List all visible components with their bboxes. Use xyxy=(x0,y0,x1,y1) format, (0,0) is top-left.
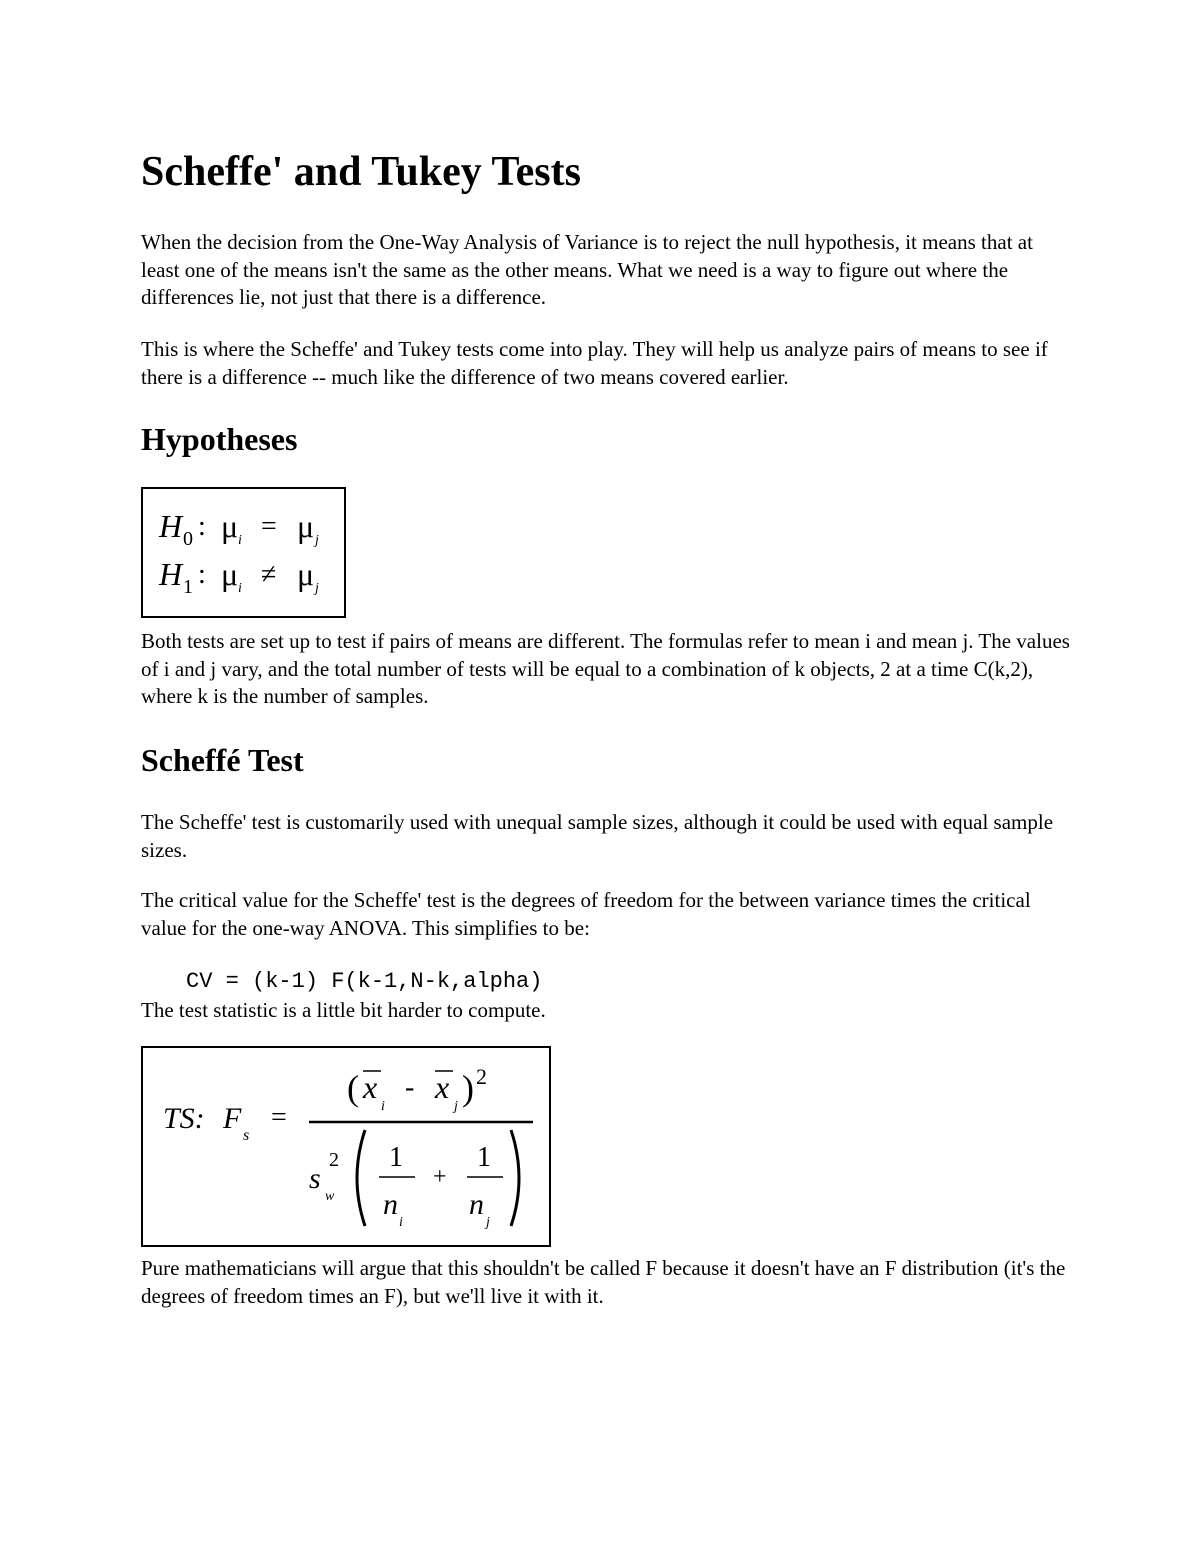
h1-colon: : xyxy=(198,559,206,590)
scheffe-paragraph-3: The test statistic is a little bit harder to compute. xyxy=(141,998,546,1022)
h1-index-i: i xyxy=(238,581,242,596)
xbar-i-subscript: i xyxy=(381,1099,385,1114)
h1-index-j: j xyxy=(315,581,319,596)
h1-mu-left: μ xyxy=(221,556,239,592)
h0-index-i: i xyxy=(238,533,242,548)
scheffe-paragraph-4: Pure mathematicians will argue that this shouldn't be called F because it doesn't have an F distribution (it's the degrees of freedom times an F), but we'll live it with it. xyxy=(141,1256,1066,1308)
ts-equals: = xyxy=(271,1102,287,1133)
numerator-close-paren: ) xyxy=(462,1068,474,1108)
hypotheses-formula xyxy=(143,489,344,616)
ts-stat-subscript: s xyxy=(243,1127,250,1144)
page-title: Scheffe' and Tukey Tests xyxy=(141,149,581,195)
fraction-j-subscript: j xyxy=(486,1215,490,1230)
ts-label: TS: xyxy=(163,1102,205,1135)
h0-symbol: H xyxy=(159,508,183,544)
fraction-j-n: n xyxy=(469,1188,484,1221)
denominator-s-subscript: w xyxy=(325,1189,335,1204)
test-statistic-formula xyxy=(143,1048,549,1245)
numerator-square: 2 xyxy=(476,1064,487,1089)
hypotheses-formula-box xyxy=(141,487,346,618)
denominator-s-square: 2 xyxy=(329,1149,339,1171)
scheffe-paragraph-2: The critical value for the Scheffe' test is the degrees of freedom for the between variance times the critical value for the one-way ANOVA. This simplifies to be: xyxy=(141,888,1031,940)
h0-mu-left: μ xyxy=(221,508,239,544)
fraction-i-subscript: i xyxy=(399,1215,403,1230)
numerator-minus: - xyxy=(405,1072,415,1103)
intro-paragraph-2: This is where the Scheffe' and Tukey tests come into play. They will help us analyze pairs of means to see if there is a difference -- much like the difference of two means covered earlier. xyxy=(141,337,1048,389)
h1-subscript: 1 xyxy=(183,576,193,598)
h1-relation: ≠ xyxy=(261,559,277,590)
fraction-i-one: 1 xyxy=(389,1142,403,1173)
hypotheses-explanation: Both tests are set up to test if pairs of means are different. The formulas refer to mean i and mean j. The values of i and j vary, and the total number of tests will be equal to a combination of k objects, 2 at a time C(k,2), where k is the number of samples. xyxy=(141,629,1070,708)
h0-mu-right: μ xyxy=(297,508,315,544)
h0-index-j: j xyxy=(315,533,319,548)
critical-value-formula: CV = (k-1) F(k-1,N-k,alpha) xyxy=(186,969,543,994)
xbar-i: x xyxy=(363,1069,378,1105)
big-open-paren xyxy=(357,1130,365,1226)
xbar-j-subscript: j xyxy=(454,1099,458,1114)
fraction-j-one: 1 xyxy=(477,1142,491,1173)
xbar-j: x xyxy=(435,1069,450,1105)
scheffe-paragraph-1: The Scheffe' test is customarily used with unequal sample sizes, although it could be used with equal sample sizes. xyxy=(141,810,1054,862)
hypotheses-heading: Hypotheses xyxy=(141,421,298,457)
h1-symbol: H xyxy=(159,556,183,592)
test-statistic-formula-box xyxy=(141,1046,551,1247)
scheffe-heading: Scheffé Test xyxy=(141,742,304,778)
intro-paragraph-1: When the decision from the One-Way Analysis of Variance is to reject the null hypothesis, it means that at least one of the means isn't the same as the other means. What we need is a way to figure out where the differences lie, not just that there is a difference. xyxy=(141,230,1033,309)
h0-colon: : xyxy=(198,511,206,542)
ts-stat-f: F xyxy=(223,1102,242,1135)
denominator-s: s xyxy=(309,1162,321,1195)
h0-relation: = xyxy=(261,511,277,542)
h0-subscript: 0 xyxy=(183,528,193,550)
h1-mu-right: μ xyxy=(297,556,315,592)
denominator-plus: + xyxy=(433,1164,447,1190)
numerator-open-paren: ( xyxy=(347,1068,359,1108)
big-close-paren xyxy=(511,1130,519,1226)
fraction-i-n: n xyxy=(383,1188,398,1221)
